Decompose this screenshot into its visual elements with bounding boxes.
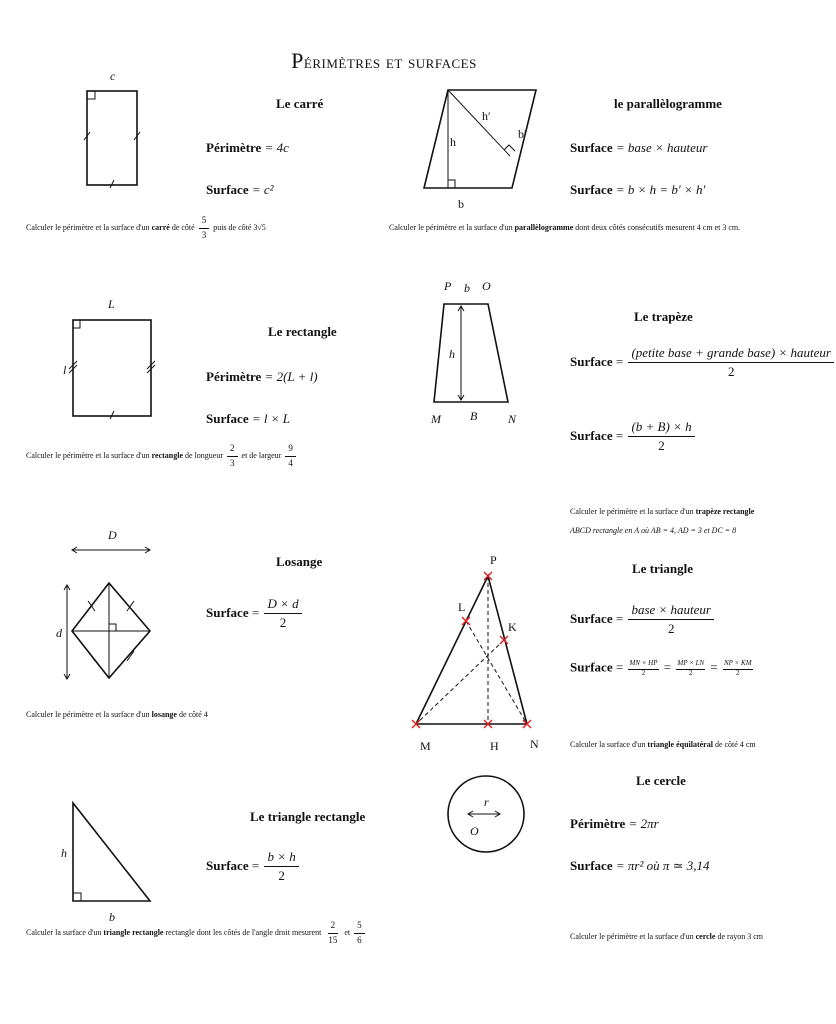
trapeze-exercise-bold: trapèze rectangle <box>695 507 755 516</box>
cercle-exercise-pre: Calculer le périmètre et la surface d'un <box>570 932 694 941</box>
cercle-label-r: r <box>484 795 489 809</box>
parallelogramme-surface-label-1: Surface <box>570 140 613 155</box>
rectangle-exercise <box>26 444 298 469</box>
losange-label-d: d <box>56 626 62 640</box>
trapeze-label-M: M <box>431 412 441 426</box>
triangle-exercise-post: de côté 4 cm <box>714 740 756 749</box>
trapeze-label-N: N <box>508 412 517 426</box>
rectangle-frac2-num: 9 <box>285 444 296 457</box>
triangle-fraction <box>628 603 714 637</box>
triangle-exercise-pre: Calculer la surface d'un <box>570 740 646 749</box>
triangle-rectangle-label-h: h <box>61 846 67 860</box>
rectangle-heading: Le rectangle <box>268 324 337 339</box>
triangle-frac2-den: 2 <box>641 668 646 677</box>
triangle-red-marks <box>412 572 531 728</box>
triangle-fraction-2 <box>628 660 658 677</box>
triangle-rectangle-surface: Surface = $\frac{b \times h}{2}$ <box>206 850 301 884</box>
losange-frac-num: D × d <box>264 597 301 614</box>
losange-fraction <box>264 597 301 631</box>
rectangle-frac1-num: 2 <box>227 444 238 457</box>
parallelogramme-surface-1 <box>570 141 707 154</box>
rectangle-exercise-fraction-1 <box>227 444 238 469</box>
triangle-frac3-den: 2 <box>689 668 693 677</box>
trapeze-label-b: b <box>464 281 470 295</box>
triangle-label-H: H <box>490 739 499 753</box>
rectangle-exercise-mid2: et de largeur <box>241 451 282 461</box>
carre-exercise-mid: de côté <box>171 223 195 233</box>
cercle-surface-label: Surface <box>570 858 613 873</box>
rectangle-exercise-bold: rectangle <box>151 451 184 461</box>
triangle-surface-label-1: Surface <box>570 610 613 626</box>
rectangle-figure <box>55 294 165 424</box>
parallelogramme-surface-value-2: = b × h = b′ × h′ <box>615 182 706 197</box>
losange-exercise-bold: losange <box>151 710 177 719</box>
trapeze-fraction-2 <box>628 420 694 454</box>
triangle-label-P: P <box>490 553 497 567</box>
trapeze-surface-1: Surface = $\frac{\text{(petite base + grande base) × hauteur}}{2}$ <box>570 346 836 380</box>
trapeze-label-B: B <box>470 409 478 423</box>
parallelogramme-exercise <box>389 223 740 233</box>
triangle-rectangle-frac1-num: 2 <box>328 921 339 934</box>
parallelogramme-label-hp: h′ <box>482 109 491 123</box>
cercle-perimetre-value: = 2πr <box>628 816 659 831</box>
losange-surface: Surface = $\frac{D \times d}{2}$ <box>206 597 304 631</box>
cercle-surface <box>570 859 710 872</box>
triangle-rectangle-exercise-mid: rectangle dont les côtés de l'angle droit mesurent <box>165 928 322 938</box>
carre-exercise <box>26 216 266 241</box>
parallelogramme-surface-value-1: = base × hauteur <box>615 140 708 155</box>
rectangle-surface <box>206 412 290 425</box>
triangle-exercise <box>570 740 756 750</box>
triangle-rectangle-frac-num: b × h <box>264 850 298 867</box>
rectangle-frac2-den: 4 <box>288 457 293 468</box>
carre-label-c: c <box>110 69 116 83</box>
cercle-figure <box>442 760 532 870</box>
triangle-frac3-num: MP × LN <box>676 660 705 670</box>
triangle-rectangle-exercise-pre: Calculer la surface d'un <box>26 928 102 938</box>
carre-surface-value: = c² <box>251 182 274 197</box>
title-rest: érimètres et surfaces <box>303 52 477 73</box>
triangle-frac-num: base × hauteur <box>628 603 714 620</box>
rectangle-perimetre <box>206 370 318 383</box>
parallelogramme-exercise-post: dont deux côtés consécutifs mesurent 4 cm et 3 cm. <box>575 223 741 232</box>
trapeze-frac1-num: (petite base + grande base) × hauteur <box>628 346 834 363</box>
cercle-exercise <box>570 932 763 942</box>
rectangle-frac1-den: 3 <box>230 457 235 468</box>
rectangle-exercise-pre: Calculer le périmètre et la surface d'un <box>26 451 150 461</box>
triangle-surface-1: Surface = $\frac{\text{base × hauteur}}{2}$ <box>570 603 716 637</box>
triangle-surface-2: Surface = $\frac{MN \times HP}{2}$ = $\frac{MP \times LN}{2}$ = $\frac{NP \times KM}{2}$ <box>570 659 752 677</box>
triangle-rectangle-frac1-den: 15 <box>328 934 338 945</box>
triangle-rectangle-exercise-bold: triangle rectangle <box>103 928 164 938</box>
triangle-rectangle-surface-label: Surface <box>206 857 249 873</box>
cercle-exercise-post: de rayon 3 cm <box>717 932 763 941</box>
rectangle-exercise-mid: de longueur <box>185 451 224 461</box>
carre-exercise-frac-num: 5 <box>199 216 210 229</box>
trapeze-surface-2: Surface = $\frac{(b + B) \times h}{2}$ <box>570 420 697 454</box>
parallelogramme-label-b: b <box>458 197 464 211</box>
triangle-rectangle-figure <box>55 795 165 925</box>
trapeze-exercise-line-2: ABCD rectangle en A où AB = 4, AD = 3 et DC = 8 <box>570 526 737 535</box>
rectangle-label-L: L <box>108 297 115 311</box>
rectangle-perimetre-label: Périmètre <box>206 369 262 384</box>
triangle-frac4-num: NP × KM <box>723 660 753 670</box>
rectangle-perimetre-value: = 2(L + l) <box>264 369 318 384</box>
parallelogramme-label-h: h <box>450 135 456 149</box>
trapeze-fraction-1 <box>628 346 834 380</box>
trapeze-label-O: O <box>482 279 491 293</box>
parallelogramme-label-bp: b′ <box>518 127 527 141</box>
parallelogramme-exercise-pre: Calculer le périmètre et la surface d'un <box>389 223 513 232</box>
carre-surface-label: Surface <box>206 182 249 197</box>
triangle-fraction-4 <box>723 660 753 677</box>
triangle-exercise-bold: triangle équilatéral <box>647 740 713 749</box>
parallelogramme-figure <box>412 78 547 213</box>
trapeze-figure <box>422 276 532 430</box>
triangle-rectangle-exercise-and: et <box>344 928 351 938</box>
trapeze-frac1-den: 2 <box>727 364 735 380</box>
triangle-label-K: K <box>508 620 517 634</box>
cercle-label-O: O <box>470 824 479 838</box>
triangle-rectangle-heading: Le triangle rectangle <box>250 809 366 824</box>
triangle-surface-label-2: Surface <box>570 659 613 675</box>
carre-exercise-pre: Calculer le périmètre et la surface d'un <box>26 223 150 233</box>
losange-label-D: D <box>108 528 117 542</box>
cercle-surface-value: = πr² où π ≃ 3,14 <box>615 858 710 873</box>
rectangle-surface-label: Surface <box>206 411 249 426</box>
rectangle-exercise-fraction-2 <box>285 444 296 469</box>
losange-frac-den: 2 <box>279 615 287 631</box>
trapeze-exercise-pre: Calculer le périmètre et la surface d'un <box>570 507 694 516</box>
losange-figure <box>50 525 165 685</box>
triangle-rectangle-fraction <box>264 850 298 884</box>
parallelogramme-surface-label-2: Surface <box>570 182 613 197</box>
triangle-rectangle-frac2-num: 5 <box>354 921 365 934</box>
parallelogramme-exercise-bold: parallèlogramme <box>514 223 574 232</box>
parallelogramme-heading: le parallèlogramme <box>614 96 722 111</box>
triangle-label-L: L <box>458 600 466 614</box>
triangle-rectangle-fraction-1 <box>325 921 340 946</box>
carre-perimetre <box>206 141 289 154</box>
losange-heading: Losange <box>276 554 323 569</box>
losange-exercise-pre: Calculer le périmètre et la surface d'un <box>26 710 150 719</box>
carre-exercise-frac-den: 3 <box>201 229 207 240</box>
triangle-rectangle-exercise <box>26 921 367 946</box>
cercle-heading: Le cercle <box>636 773 686 788</box>
triangle-label-M: M <box>420 739 431 753</box>
carre-perimetre-value: = 4c <box>264 140 289 155</box>
rectangle-label-l: l <box>63 363 67 377</box>
carre-perimetre-label: Périmètre <box>206 140 262 155</box>
trapeze-exercise-line-1 <box>570 507 754 517</box>
trapeze-label-h: h <box>449 347 455 361</box>
triangle-rectangle-label-b: b <box>109 910 115 924</box>
trapeze-surface-label-2: Surface <box>570 427 613 443</box>
triangle-label-N: N <box>530 737 539 751</box>
cercle-perimetre <box>570 817 659 830</box>
losange-exercise <box>26 710 208 720</box>
carre-exercise-bold: carré <box>151 223 170 233</box>
trapeze-frac2-num: (b + B) × h <box>628 420 694 437</box>
carre-exercise-fraction <box>199 216 210 241</box>
cercle-perimetre-label: Périmètre <box>570 816 626 831</box>
triangle-figure <box>400 548 550 758</box>
triangle-rectangle-frac-den: 2 <box>278 868 285 884</box>
rectangle-surface-value: = l × L <box>251 411 290 426</box>
triangle-heading: Le triangle <box>632 561 694 576</box>
trapeze-frac2-den: 2 <box>658 438 665 454</box>
triangle-frac2-num: MN × HP <box>628 660 658 670</box>
triangle-frac4-den: 2 <box>736 668 740 677</box>
carre-heading: Le carré <box>276 96 324 111</box>
trapeze-surface-label-1: Surface <box>570 353 613 369</box>
triangle-frac-den: 2 <box>667 621 675 637</box>
carre-exercise-post: puis de côté 3√5 <box>213 223 266 233</box>
parallelogramme-surface-2 <box>570 183 705 196</box>
triangle-fraction-3 <box>676 660 705 677</box>
title-initial: P <box>291 48 304 73</box>
losange-surface-label: Surface <box>206 604 249 620</box>
trapeze-heading: Le trapèze <box>634 309 693 324</box>
triangle-rectangle-fraction-2 <box>354 921 365 946</box>
losange-exercise-post: de côté 4 <box>178 710 208 719</box>
trapeze-label-P: P <box>444 279 452 293</box>
carre-surface <box>206 183 274 196</box>
cercle-exercise-bold: cercle <box>695 932 716 941</box>
carre-figure <box>70 68 160 193</box>
triangle-rectangle-frac2-den: 6 <box>357 934 362 945</box>
